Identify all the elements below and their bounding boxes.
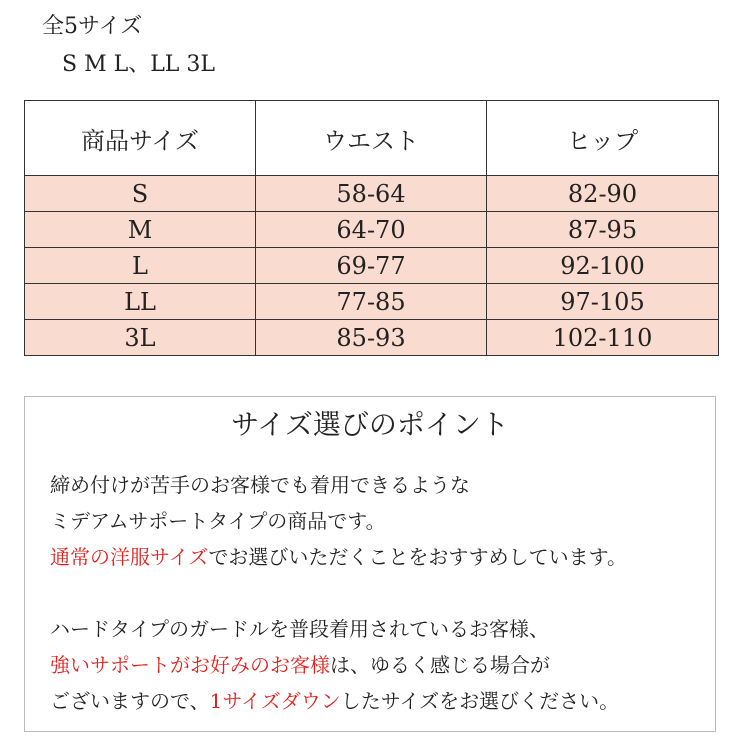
highlight-text: 通常の洋服サイズ — [50, 545, 209, 569]
hip-cell: 87-95 — [487, 212, 719, 248]
table-row — [25, 284, 719, 320]
line-text: ございますので、 — [50, 689, 210, 713]
paragraph-line — [50, 611, 627, 647]
size-point-text — [50, 467, 627, 719]
size-point-box — [24, 396, 716, 732]
line-text: でお選びいただくことをおすすめしています。 — [208, 545, 628, 569]
waist-cell: 58-64 — [256, 176, 487, 212]
available-sizes: S M L、LL 3L — [62, 52, 216, 77]
header-hip: ヒップ — [487, 101, 719, 176]
waist-cell: 77-85 — [256, 284, 487, 320]
header-waist: ウエスト — [256, 101, 487, 176]
size-cell: M — [25, 212, 256, 248]
paragraph-spacer — [50, 575, 627, 611]
table-row — [25, 248, 719, 284]
size-table — [24, 100, 719, 356]
highlight-text: 強いサポートがお好みのお客様 — [50, 653, 330, 677]
paragraph-line — [50, 683, 627, 719]
page-title: 全5サイズ — [42, 14, 143, 39]
size-cell: LL — [25, 284, 256, 320]
line-text: したサイズをお選びください。 — [340, 689, 620, 713]
size-point-title: サイズ選びのポイント — [231, 408, 509, 441]
hip-cell: 97-105 — [487, 284, 719, 320]
highlight-text: 1サイズダウン — [209, 689, 341, 713]
table-row — [25, 320, 719, 356]
waist-cell: 69-77 — [256, 248, 487, 284]
hip-cell: 102-110 — [487, 320, 719, 356]
line-text: は、ゆるく感じる場合が — [330, 653, 550, 677]
hip-cell: 92-100 — [487, 248, 719, 284]
line-text: ミデアムサポートタイプの商品です。 — [50, 509, 386, 533]
line-text: ハードタイプのガードルを普段着用されているお客様、 — [50, 617, 549, 641]
table-header-row — [25, 101, 719, 176]
hip-cell: 82-90 — [487, 176, 719, 212]
line-text: 締め付けが苦手のお客様でも着用できるような — [50, 473, 470, 497]
waist-cell: 85-93 — [256, 320, 487, 356]
paragraph-line — [50, 539, 627, 575]
table-row — [25, 212, 719, 248]
paragraph-line — [50, 503, 627, 539]
table-row — [25, 176, 719, 212]
waist-cell: 64-70 — [256, 212, 487, 248]
size-cell: 3L — [25, 320, 256, 356]
size-cell: S — [25, 176, 256, 212]
size-cell: L — [25, 248, 256, 284]
paragraph-line — [50, 467, 627, 503]
header-product-size: 商品サイズ — [25, 101, 256, 176]
paragraph-line — [50, 647, 627, 683]
